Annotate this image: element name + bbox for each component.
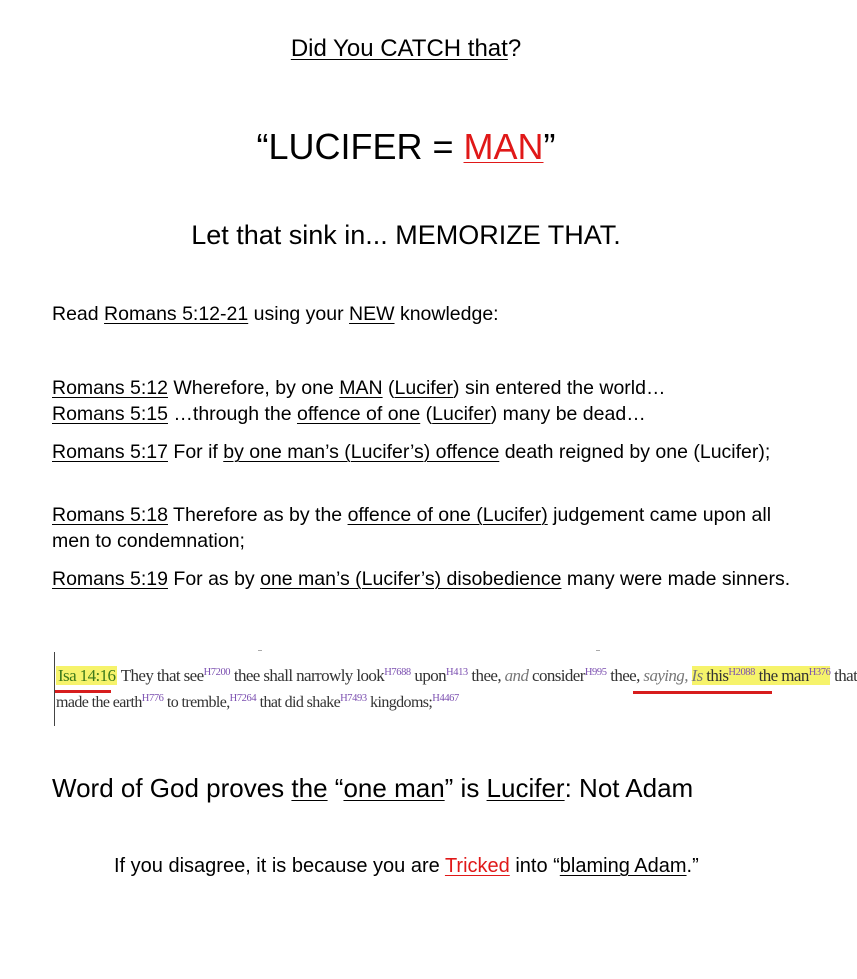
kjv-word: thee, bbox=[606, 666, 644, 685]
kjv-italic-word: Is bbox=[691, 666, 703, 685]
verse-text: ) many be dead… bbox=[490, 403, 646, 425]
verse-ref: Romans 5:18 bbox=[52, 504, 168, 526]
kjv-word: They that see bbox=[117, 666, 204, 685]
intro-pre: Read bbox=[52, 303, 105, 325]
verse-text: many were made sinners. bbox=[561, 568, 791, 590]
strongs-number: H376 bbox=[808, 667, 831, 678]
verse-text: For if bbox=[167, 441, 224, 463]
kjv-word: the man bbox=[755, 666, 809, 685]
verse-underlined: offence of one bbox=[296, 403, 421, 425]
verse-ref: Romans 5:19 bbox=[52, 568, 168, 590]
disagree-text: into “ bbox=[509, 855, 560, 877]
strongs-number: H413 bbox=[446, 667, 468, 678]
intro-mid: using your bbox=[248, 303, 350, 325]
proves-underlined: the bbox=[291, 773, 328, 803]
strongs-number: H7200 bbox=[203, 667, 231, 678]
verse-romans-5-19 bbox=[52, 566, 792, 592]
verse-underlined: offence of one (Lucifer) bbox=[347, 504, 548, 526]
proves-statement bbox=[52, 773, 693, 804]
kjv-word: made the earth bbox=[56, 694, 142, 711]
disagree-text: .” bbox=[686, 855, 699, 877]
strongs-number: H7688 bbox=[384, 667, 411, 678]
kjv-word: that bbox=[830, 666, 857, 685]
scan-mark bbox=[596, 650, 600, 651]
title-question-mark: ? bbox=[507, 35, 522, 62]
verse-text: Wherefore, by one bbox=[167, 377, 340, 399]
verse-romans-5-18 bbox=[52, 502, 772, 554]
intro-ref: Romans 5:12-21 bbox=[104, 303, 249, 325]
verse-text: judgement came upon all men to condemnation; bbox=[52, 504, 772, 552]
kjv-line-1 bbox=[56, 666, 857, 686]
kjv-word: that did shake bbox=[256, 694, 341, 711]
left-border bbox=[54, 652, 55, 726]
verse-text: ( bbox=[420, 403, 433, 425]
headline-open: “LUCIFER = bbox=[256, 126, 464, 167]
headline-close: ” bbox=[543, 126, 556, 167]
proves-text: “ bbox=[327, 773, 344, 803]
headline bbox=[0, 126, 812, 168]
strongs-number: H7264 bbox=[229, 693, 257, 704]
kjv-word: thee shall narrowly look bbox=[230, 666, 385, 685]
kjv-italic-word: saying, bbox=[643, 666, 688, 685]
kjv-highlight bbox=[692, 666, 831, 685]
proves-text: : Not Adam bbox=[564, 773, 694, 803]
scan-mark bbox=[258, 650, 262, 651]
intro-line bbox=[52, 301, 499, 327]
kjv-verse-ref: Isa 14:16 bbox=[58, 666, 116, 685]
sink-in-text: Let that sink in... MEMORIZE THAT. bbox=[191, 220, 621, 250]
verse-text: For as by bbox=[167, 568, 261, 590]
disagree-statement bbox=[114, 855, 699, 878]
proves-underlined: one man bbox=[343, 773, 445, 803]
strongs-number: H7493 bbox=[340, 693, 367, 704]
kjv-word: to tremble, bbox=[163, 694, 230, 711]
kjv-word: thee, bbox=[467, 666, 505, 685]
verse-underlined: Lucifer bbox=[432, 403, 491, 425]
verse-text: death reigned by one (Lucifer); bbox=[499, 441, 771, 463]
red-underline-the-man bbox=[633, 691, 772, 694]
headline-man: MAN bbox=[463, 126, 544, 167]
strongs-number: H995 bbox=[584, 667, 607, 678]
verse-romans-5-15 bbox=[52, 401, 646, 427]
kjv-line-2 bbox=[56, 693, 459, 712]
verse-underlined: MAN bbox=[339, 377, 383, 399]
verse-underlined: by one man’s (Lucifer’s) offence bbox=[223, 441, 500, 463]
blaming-adam: blaming Adam bbox=[559, 855, 687, 877]
kjv-word: this bbox=[702, 666, 729, 685]
red-underline-ref bbox=[55, 690, 111, 693]
proves-text: Word of God proves bbox=[52, 773, 292, 803]
kjv-strongs-screenshot bbox=[54, 650, 857, 726]
page-title bbox=[0, 35, 812, 63]
disagree-text: If you disagree, it is because you are bbox=[114, 855, 445, 877]
tricked-word: Tricked bbox=[444, 855, 510, 877]
proves-underlined: Lucifer bbox=[486, 773, 565, 803]
proves-text: ” is bbox=[444, 773, 487, 803]
verse-text: …through the bbox=[167, 403, 297, 425]
kjv-word: upon bbox=[410, 666, 447, 685]
strongs-number: H4467 bbox=[432, 693, 459, 704]
verse-text: ) sin entered the world… bbox=[453, 377, 666, 399]
kjv-word: kingdoms; bbox=[366, 694, 433, 711]
strongs-number: H2088 bbox=[728, 667, 755, 678]
kjv-italic-word: and bbox=[504, 666, 529, 685]
verse-romans-5-17 bbox=[52, 439, 772, 465]
verse-ref: Romans 5:12 bbox=[52, 377, 168, 399]
verse-text: ( bbox=[382, 377, 395, 399]
verse-romans-5-12 bbox=[52, 375, 665, 401]
title-underlined: Did You CATCH that bbox=[290, 35, 508, 62]
verse-ref: Romans 5:15 bbox=[52, 403, 168, 425]
verse-text: Therefore as by the bbox=[167, 504, 348, 526]
strongs-number: H776 bbox=[141, 693, 164, 704]
intro-new: NEW bbox=[349, 303, 395, 325]
verse-underlined: Lucifer bbox=[394, 377, 454, 399]
verse-underlined: one man’s (Lucifer’s) disobedience bbox=[260, 568, 562, 590]
verse-ref: Romans 5:17 bbox=[52, 441, 168, 463]
intro-post: knowledge: bbox=[394, 303, 499, 325]
kjv-word: consider bbox=[528, 666, 585, 685]
